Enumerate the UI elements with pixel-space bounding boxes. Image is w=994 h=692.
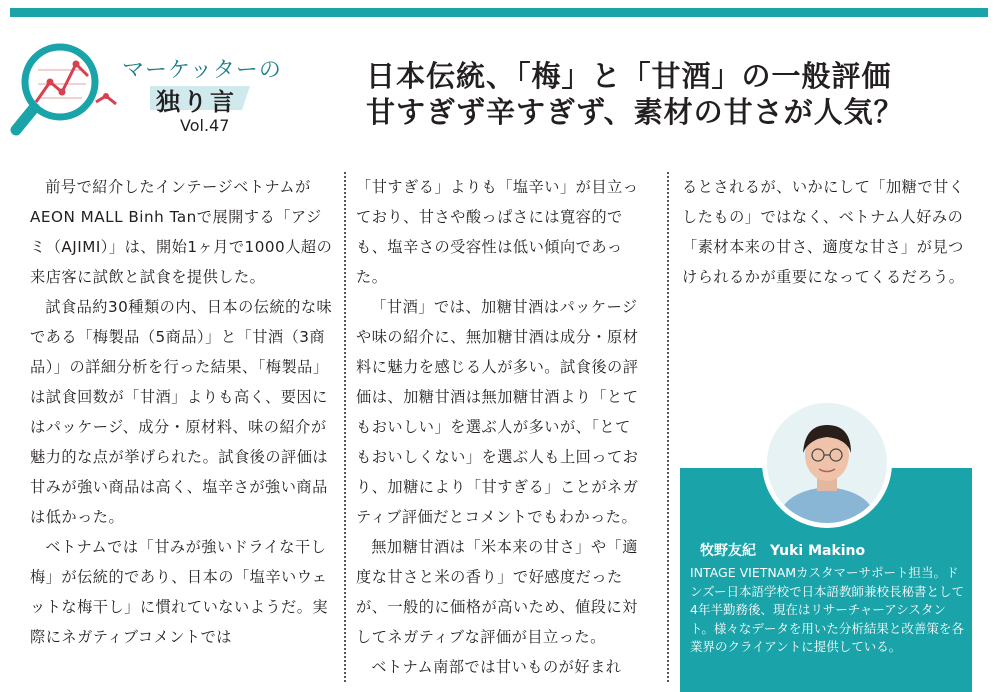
column-logo [10,40,350,150]
headline-line-2: 甘すぎず辛すぎず、素材の甘さが人気？ [366,95,904,129]
paragraph: ベトナム南部では甘いものが好まれ [371,658,622,676]
author-bio: INTAGE VIETNAMカスタマーサポート担当。ドンズー日本語学校で日本語教師兼校長秘書として4年半勤務後、現在はリサーチャーアシスタント。様々なデータを用いた分析結果と改善策を各業界のクライアントに提供している。 [690,565,965,654]
paragraph: ベトナムでは「甘みが強いドライな干し梅」が伝統的であり、日本の「塩辛いウェットな梅干し」に慣れていないようだ。実際にネガティブコメントでは [30,538,329,646]
paragraph: 無加糖甘酒は「米本来の甘さ」や「適度な甘さと米の香り」で好感度だったが、一般的に価格が高いため、値段に対してネガティブな評価が目立った。 [356,538,638,646]
headline-line-1: 日本伝統、「梅」と「甘酒」の一般評価 [366,59,892,93]
column-divider [344,172,346,682]
article-headline [366,58,904,130]
author-name: 牧野友紀 Yuki Makino [700,543,866,559]
volume-number: Vol.47 [180,116,230,135]
logo-title: マーケッターの [122,58,282,83]
logo-subtitle: 独り言 [156,88,237,116]
paragraph: るとされるが、いかにして「加糖で甘くしたもの」ではなく、ベトナム人好みの「素材本来の甘さ、適度な甘さ」が見つけられるかが重要になってくるだろう。 [682,178,965,286]
column-divider [667,172,669,682]
article-column-2 [356,172,646,682]
article-column-1 [30,172,334,652]
top-accent-bar [10,8,988,17]
paragraph: 「甘すぎる」よりも「塩辛い」が目立っており、甘さや酸っぱさには寛容的でも、塩辛さの受容性は低い傾向であった。 [356,178,639,286]
article-column-3 [682,172,972,292]
paragraph: 前号で紹介したインテージベトナムがAEON MALL Binh Tanで展開する「アジミ（AJIMI）」は、開始1ヶ月で1000人超の来店客に試飲と試食を提供した。 [30,178,333,286]
paragraph: 「甘酒」では、加糖甘酒はパッケージや味の紹介に、無加糖甘酒は成分・原材料に魅力を感じる人が多い。試食後の評価は、加糖甘酒は無加糖甘酒より「とてもおいしい」を選ぶ人が多いが、「とてもおいしくない」を選ぶ人も上回っており、加糖により「甘すぎる」ことがネガティブ評価だとコメントでもわかった。 [356,298,639,526]
paragraph: 試食品約30種類の内、日本の伝統的な味である「梅製品（5商品）」と「甘酒（3商品）」の詳細分析を行った結果、「梅製品」は試食回数が「甘酒」よりも高く、要因にはパッケージ、成分・原材料、味の紹介が魅力的な点が挙げられた。試食後の評価は甘みが強い商品は高く、塩辛さが強い商品は低かった。 [30,298,333,526]
author-portrait [762,398,892,528]
